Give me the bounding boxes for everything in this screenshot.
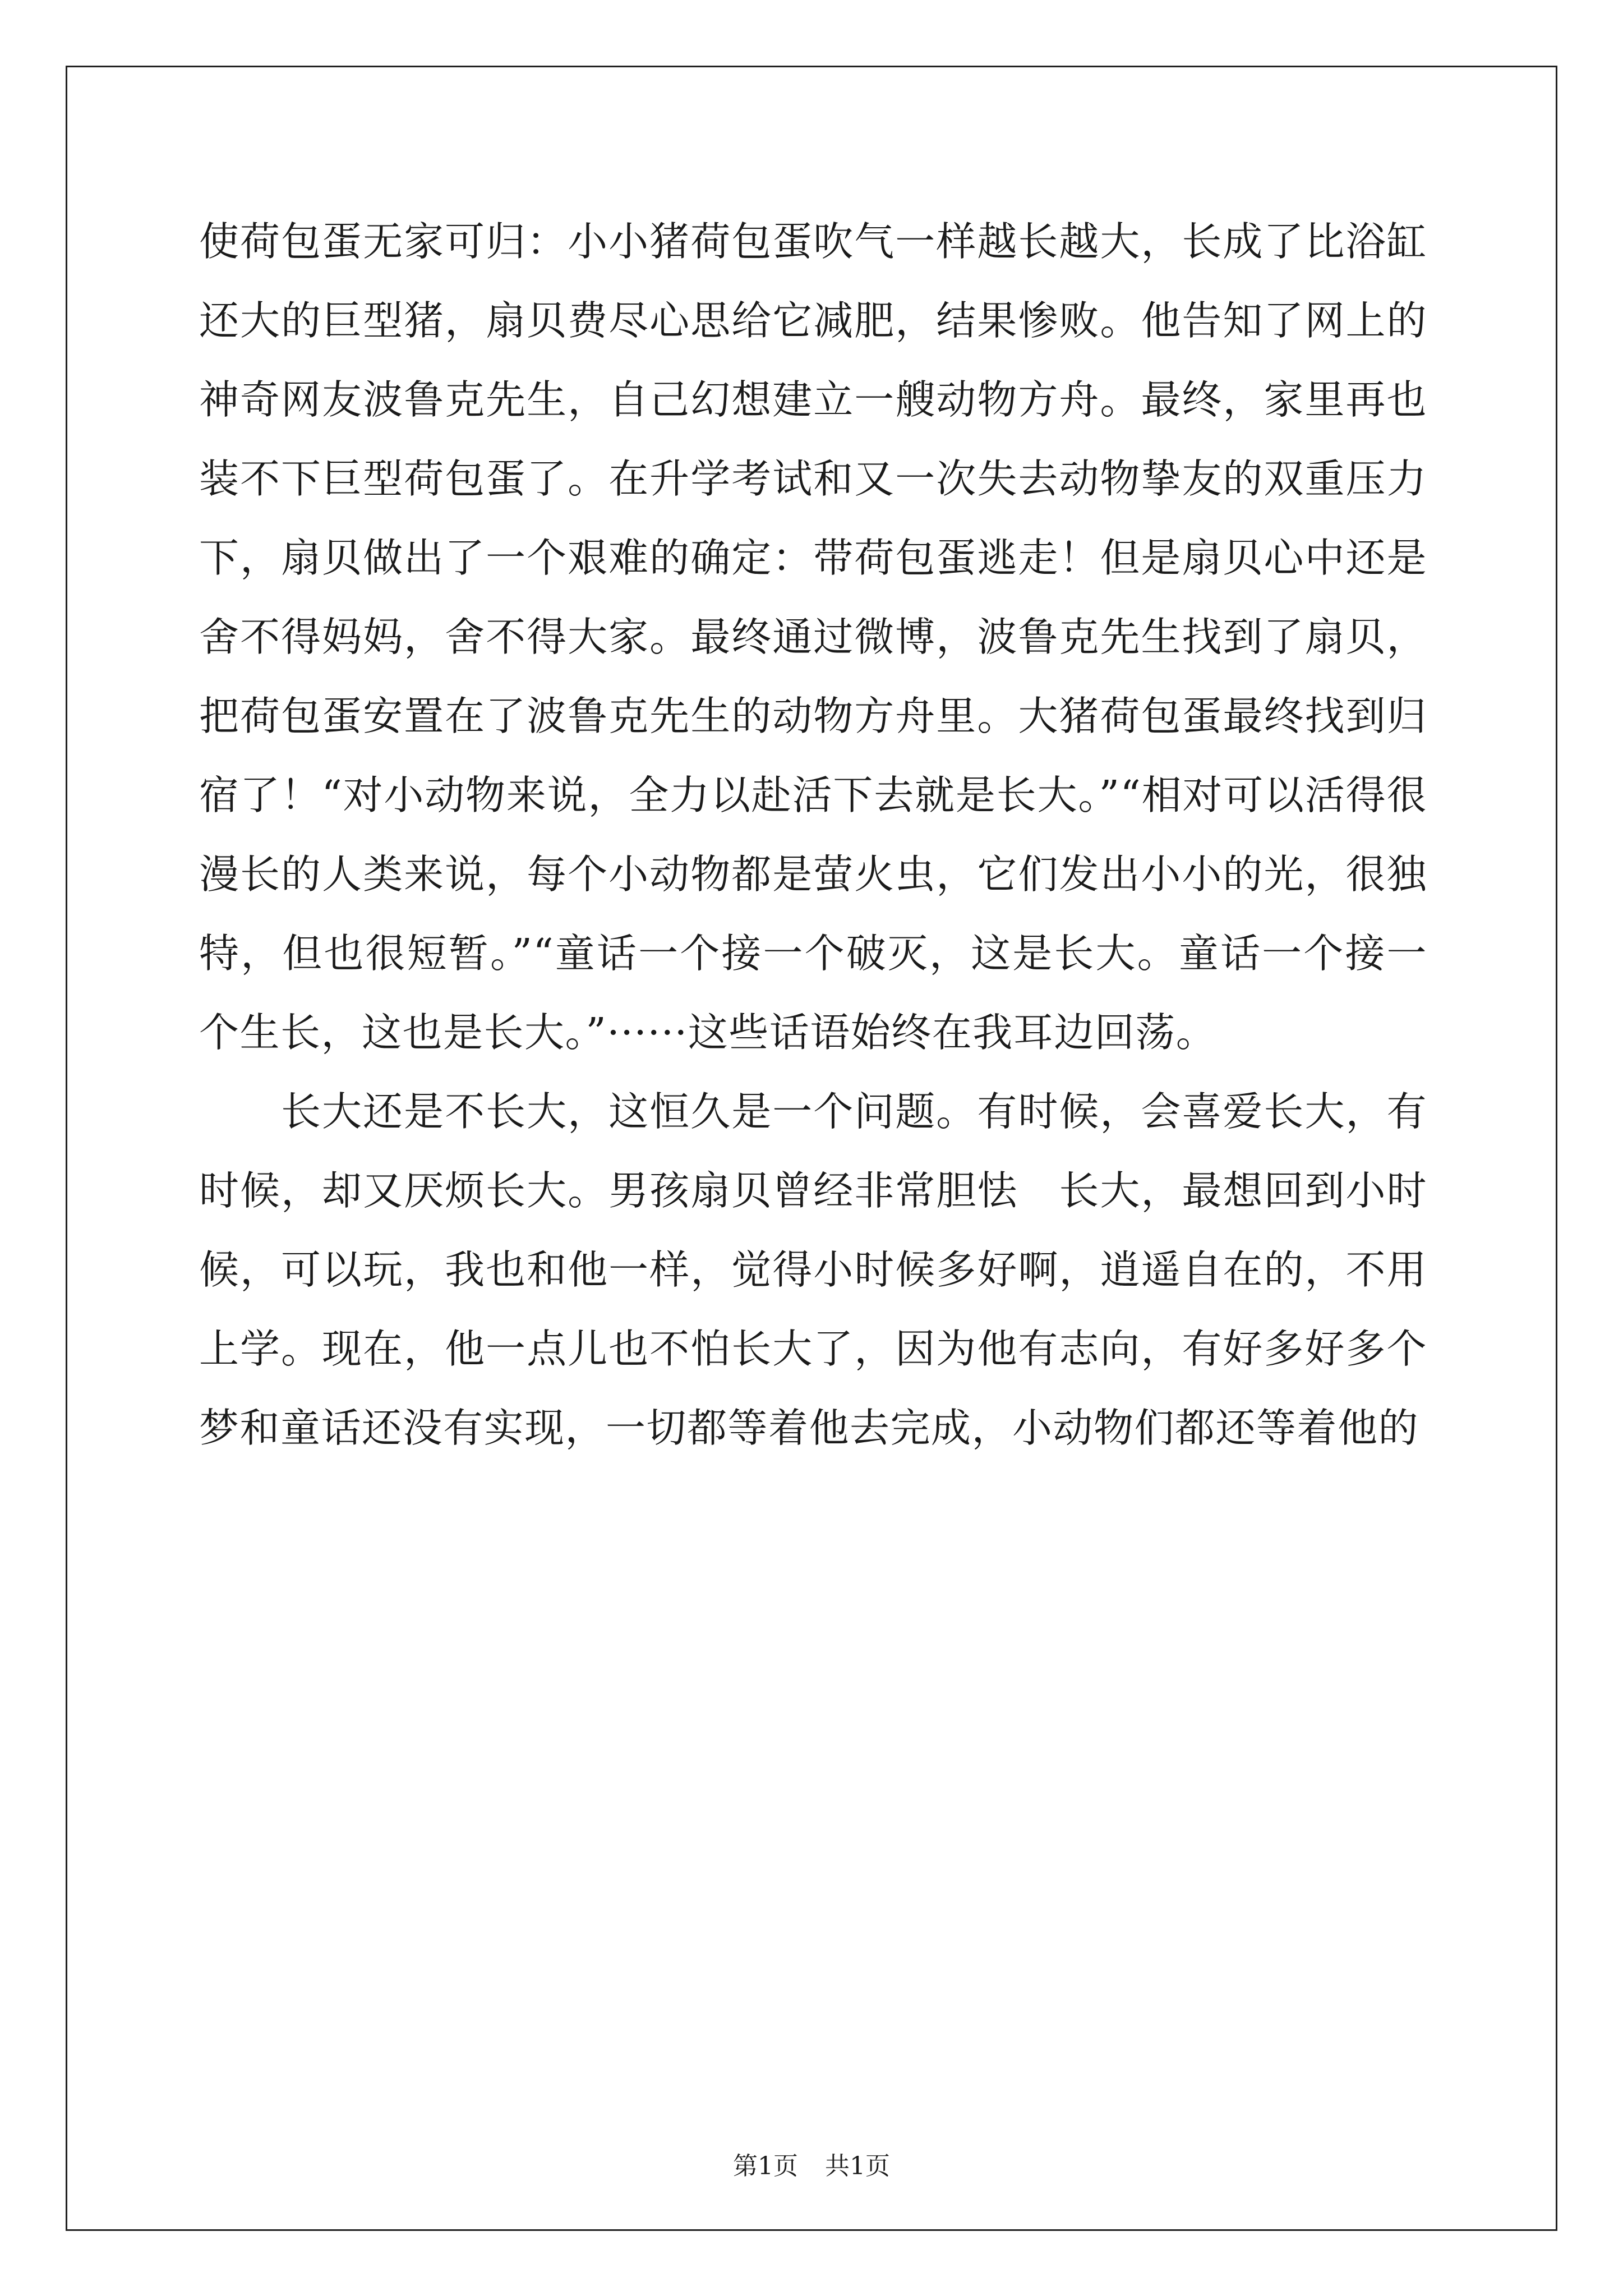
page-total: 共1页: [825, 2152, 890, 2180]
paragraph-1: 使荷包蛋无家可归：小小猪荷包蛋吹气一样越长越大，长成了比浴缸还大的巨型猪，扇贝费尽心思给它减肥，结果惨败。他告知了网上的神奇网友波鲁克先生，自己幻想建立一艘动物方舟。最终，家里再也装不下巨型荷包蛋了。在升学考试和又一次失去动物挚友的双重压力下，扇贝做出了一个艰难的确定：带荷包蛋逃走！但是扇贝心中还是舍不得妈妈，舍不得大家。最终通过微博，波鲁克先生找到了扇贝，把荷包蛋安置在了波鲁克先生的动物方舟里。大猪荷包蛋最终找到归宿了！“对小动物来说，全力以赴活下去就是长大。”“相对可以活得很漫长的人类来说，每个小动物都是萤火虫，它们发出小小的光，很独特，但也很短暂。”“童话一个接一个破灭，这是长大。童话一个接一个生长，这也是长大。”······这些话语始终在我耳边回荡。: [199, 218, 1427, 1056]
page-footer: [0, 2150, 1623, 2183]
page-number: 第1页: [733, 2152, 798, 2180]
paragraph-2: 长大还是不长大，这恒久是一个问题。有时候，会喜爱长大，有时候，却又厌烦长大。男孩扇贝曾经非常胆怯 长大，最想回到小时候，可以玩，我也和他一样，觉得小时候多好啊，逍遥自在的，不用上学。现在，他一点儿也不怕长大了，因为他有志向，有好多好多个梦和童话还没有实现，一切都等着他去完成，小动物们都还等着他的: [199, 1088, 1427, 1451]
document-body: [199, 202, 1427, 1467]
